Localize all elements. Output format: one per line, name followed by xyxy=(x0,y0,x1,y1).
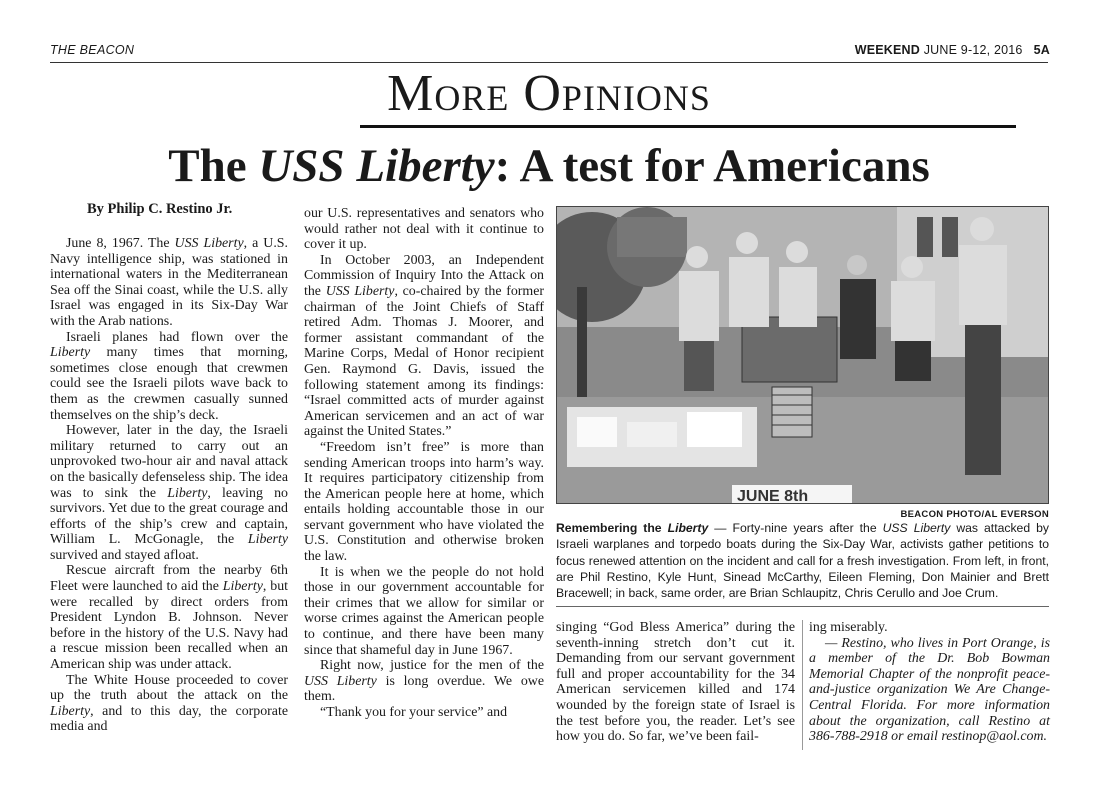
article-column-2 xyxy=(304,206,544,721)
article-paragraph: The White House proceeded to cover up the truth about the attack on the Liberty, and to this day, the corporate media and xyxy=(50,672,288,735)
article-paragraph: Right now, justice for the men of the USS Liberty is long overdue. We owe them. xyxy=(304,658,544,705)
issue-date: JUNE 9-12, 2016 xyxy=(923,43,1023,57)
photo-caption: Remembering the Liberty — Forty-nine years after the USS Liberty was attacked by Israeli warplanes and torpedo boats during the Six-Day War, activists gather petitions to focus renewed attention on the incident and call for a fresh investigation. From left, in front, are Phil Restino, Kyle Hunt, Sinead McCarthy, Eileen Fleming, Don Mainier and Brett Bracewell; in back, same order, are Brian Schlaupitz, Chris Cerullo and Joe Crum. xyxy=(556,521,1050,601)
article-paragraph: However, later in the day, the Israeli military returned to carry out an unprovoked two-hour air and naval attack on the basically defenseless ship. The idea was to sink the Liberty, leaving no survivors. Yet due to the great courage and efforts of the ship’s crew and captain, William L. McGonagle, the Liberty survived and stayed afloat. xyxy=(50,423,288,563)
newspaper-name: THE BEACON xyxy=(50,43,135,57)
page-number: 5A xyxy=(1033,43,1050,57)
article-column-4 xyxy=(809,620,1050,745)
group-photo-illustration xyxy=(557,207,1049,504)
article-paragraph: It is when we the people do not hold those in our government accountable for their crimes that we allow for similar or worse crimes against the American people to continue, and there have been many since that shameful day in June 1967. xyxy=(304,564,544,658)
article-column-3 xyxy=(556,620,795,745)
article-column-1 xyxy=(50,236,288,735)
author-bio: — Restino, who lives in Port Orange, is a member of the Dr. Bob Bowman Memorial Chapter of the nonprofit peace-and-justice organization We Are Change-Central Florida. For more information about the organization, call Restino at 386-788-2918 or email restinop@aol.com. xyxy=(809,635,1050,745)
issue-date-line xyxy=(855,43,1050,57)
article-paragraph: June 8, 1967. The USS Liberty, a U.S. Navy intelligence ship, was stationed in international waters in the Mediterranean Sea off the Sinai coast, while the U.S. ally Israel was engaged in its Six-Day War with the Arab nations. xyxy=(50,236,288,329)
article-paragraph: our U.S. representatives and senators who would rather not deal with it continue to cover it up. xyxy=(304,206,544,253)
article-paragraph: singing “God Bless America” during the seventh-inning stretch don’t cut it. Demanding from our servant government full and proper accountability for the 34 American servicemen killed and 174 wounded by the foreign state of Israel is the test before you, the reader. Let’s see how you do. So far, we’ve been fail- xyxy=(556,620,795,745)
article-paragraph: “Freedom isn’t free” is more than sending American troops into harm’s way. It requires participatory citizenship from the American people here at home, which entails holding accountable those in our servant government who have violated the U.S. Constitution and otherwise broken the law. xyxy=(304,439,544,565)
caption-divider xyxy=(556,606,1049,607)
article-paragraph: Israeli planes had flown over the Liberty many times that morning, sometimes close enough that crewmen could see the Israeli pilots wave back to them as the crewmen casually sunned themselves on the ship’s deck. xyxy=(50,329,288,423)
header-divider xyxy=(50,62,1048,63)
banner-sign-text: JUNE 8th xyxy=(737,488,809,504)
column-divider xyxy=(802,620,803,750)
article-paragraph: In October 2003, an Independent Commission of Inquiry Into the Attack on the USS Liberty, co-chaired by the former chairman of the Joint Chiefs of Staff retired Adm. Thomas J. Moorer, and former assistant commandant of the Marine Corps, Medal of Honor recipient Gen. Raymond G. Davis, issued the following statement among its findings: “Israel committed acts of murder against American servicemen and an act of war against the United States.” xyxy=(304,252,545,440)
headline: The USS Liberty: A test for Americans xyxy=(168,140,930,192)
section-title: More Opinions xyxy=(387,65,711,122)
article-paragraph: “Thank you for your service” and xyxy=(320,705,508,720)
article-closing-line: ing miserably. xyxy=(809,620,888,635)
news-photo xyxy=(556,206,1049,504)
article-paragraph: Rescue aircraft from the nearby 6th Fleet were launched to aid the Liberty, but were recalled by direct orders from President Lyndon B. Johnson. Never before in the history of the U.S. Navy had a rescue mission been recalled when an American ship was under attack. xyxy=(50,563,288,673)
byline: By Philip C. Restino Jr. xyxy=(87,201,233,217)
section-divider xyxy=(360,125,1016,128)
edition-label: WEEKEND xyxy=(854,43,920,57)
photo-credit: BEACON PHOTO/AL EVERSON xyxy=(900,509,1049,520)
